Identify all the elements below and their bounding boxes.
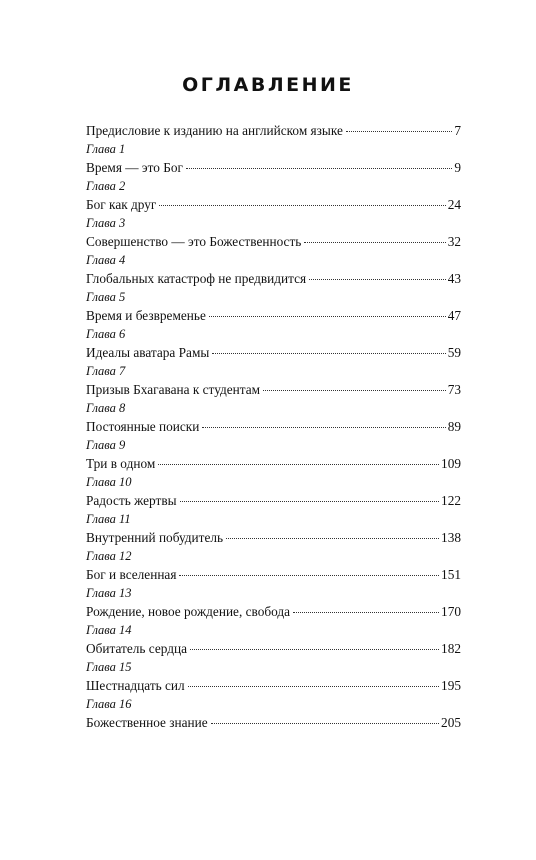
toc-chapter-label: Глава 3 — [86, 216, 126, 230]
dot-leader — [346, 131, 452, 132]
dot-leader — [159, 205, 445, 206]
toc-page-number: 73 — [447, 382, 461, 397]
toc-entry-chapter-5[interactable] — [86, 288, 461, 325]
toc-entry-title: Шестнадцать сил — [86, 678, 185, 693]
toc-row — [86, 232, 461, 251]
dot-leader — [188, 686, 439, 687]
dot-leader — [190, 649, 439, 650]
toc-chapter-label: Глава 16 — [86, 697, 132, 711]
toc-entry-chapter-14[interactable] — [86, 621, 461, 658]
toc-chapter-label: Глава 10 — [86, 475, 132, 489]
toc-page-number: 122 — [441, 493, 461, 508]
toc-row — [86, 676, 461, 695]
toc-entry-chapter-1[interactable] — [86, 140, 461, 177]
toc-page-number: 109 — [441, 456, 461, 471]
dot-leader — [211, 723, 439, 724]
toc-page-number: 32 — [447, 234, 461, 249]
toc-row — [86, 380, 461, 399]
toc-entry-title: Время — это Бог — [86, 160, 183, 175]
toc-entry-title: Бог как друг — [86, 197, 157, 212]
toc-chapter-label: Глава 12 — [86, 549, 132, 563]
toc-chapter-label: Глава 9 — [86, 438, 126, 452]
dot-leader — [226, 538, 439, 539]
toc-entry-chapter-10[interactable] — [86, 473, 461, 510]
toc-entry-title: Время и безвременье — [86, 308, 206, 323]
toc-row — [86, 417, 461, 436]
dot-leader — [186, 168, 452, 169]
toc-entry-chapter-15[interactable] — [86, 658, 461, 695]
toc-chapter-label: Глава 2 — [86, 179, 126, 193]
toc-entry-chapter-6[interactable] — [86, 325, 461, 362]
toc-entry-chapter-13[interactable] — [86, 584, 461, 621]
dot-leader — [179, 575, 439, 576]
table-of-contents — [86, 121, 461, 732]
toc-row — [86, 528, 461, 547]
toc-entry-title: Три в одном — [86, 456, 156, 471]
dot-leader — [304, 242, 445, 243]
dot-leader — [293, 612, 439, 613]
toc-entry-title: Идеалы аватара Рамы — [86, 345, 210, 360]
toc-entry-chapter-4[interactable] — [86, 251, 461, 288]
toc-entry-title: Бог и вселенная — [86, 567, 177, 582]
toc-entry-preface[interactable] — [86, 121, 461, 140]
toc-page-number: 151 — [441, 567, 461, 582]
dot-leader — [209, 316, 446, 317]
toc-page-number: 89 — [447, 419, 461, 434]
toc-entry-title: Глобальных катастроф не предвидится — [86, 271, 307, 286]
toc-chapter-label: Глава 15 — [86, 660, 132, 674]
toc-row — [86, 491, 461, 510]
toc-row — [86, 121, 461, 140]
toc-entry-title: Внутренний побудитель — [86, 530, 224, 545]
toc-page-number: 7 — [454, 123, 461, 138]
toc-chapter-label: Глава 14 — [86, 623, 132, 637]
toc-row — [86, 195, 461, 214]
toc-entry-title: Совершенство — это Божественность — [86, 234, 302, 249]
toc-row — [86, 602, 461, 621]
toc-entry-title: Обитатель сердца — [86, 641, 187, 656]
dot-leader — [212, 353, 445, 354]
toc-chapter-label: Глава 1 — [86, 142, 126, 156]
toc-page-number: 24 — [447, 197, 461, 212]
toc-entry-title: Рождение, новое рождение, свобода — [86, 604, 291, 619]
toc-row — [86, 713, 461, 732]
toc-chapter-label: Глава 13 — [86, 586, 132, 600]
toc-entry-title: Радость жертвы — [86, 493, 177, 508]
toc-entry-chapter-11[interactable] — [86, 510, 461, 547]
toc-entry-title: Предисловие к изданию на английском языке — [86, 123, 343, 138]
toc-row — [86, 269, 461, 288]
dot-leader — [263, 390, 446, 391]
toc-entry-chapter-3[interactable] — [86, 214, 461, 251]
toc-chapter-label: Глава 11 — [86, 512, 131, 526]
toc-page-number: 170 — [441, 604, 461, 619]
toc-page-number: 195 — [441, 678, 461, 693]
toc-page-number: 59 — [447, 345, 461, 360]
dot-leader — [180, 501, 439, 502]
page-title: ОГЛАВЛЕНИЕ — [182, 74, 354, 96]
toc-page-number: 138 — [441, 530, 461, 545]
toc-entry-title: Призыв Бхагавана к студентам — [86, 382, 261, 397]
toc-row — [86, 158, 461, 177]
toc-chapter-list — [86, 140, 461, 732]
toc-entry-title: Постоянные поиски — [86, 419, 200, 434]
dot-leader — [202, 427, 445, 428]
toc-row — [86, 306, 461, 325]
toc-entry-chapter-12[interactable] — [86, 547, 461, 584]
toc-chapter-label: Глава 4 — [86, 253, 126, 267]
toc-entry-chapter-7[interactable] — [86, 362, 461, 399]
toc-chapter-label: Глава 8 — [86, 401, 126, 415]
toc-entry-chapter-8[interactable] — [86, 399, 461, 436]
toc-entry-chapter-16[interactable] — [86, 695, 461, 732]
toc-row — [86, 565, 461, 584]
toc-page-number: 9 — [454, 160, 461, 175]
toc-entry-title: Божественное знание — [86, 715, 208, 730]
toc-page-number: 47 — [447, 308, 461, 323]
dot-leader — [158, 464, 439, 465]
toc-entry-chapter-9[interactable] — [86, 436, 461, 473]
toc-page-number: 205 — [441, 715, 461, 730]
toc-row — [86, 343, 461, 362]
toc-page-number: 182 — [441, 641, 461, 656]
toc-chapter-label: Глава 7 — [86, 364, 126, 378]
dot-leader — [309, 279, 446, 280]
toc-chapter-label: Глава 5 — [86, 290, 126, 304]
toc-page-number: 43 — [447, 271, 461, 286]
toc-chapter-label: Глава 6 — [86, 327, 126, 341]
toc-entry-chapter-2[interactable] — [86, 177, 461, 214]
toc-row — [86, 639, 461, 658]
toc-row — [86, 454, 461, 473]
